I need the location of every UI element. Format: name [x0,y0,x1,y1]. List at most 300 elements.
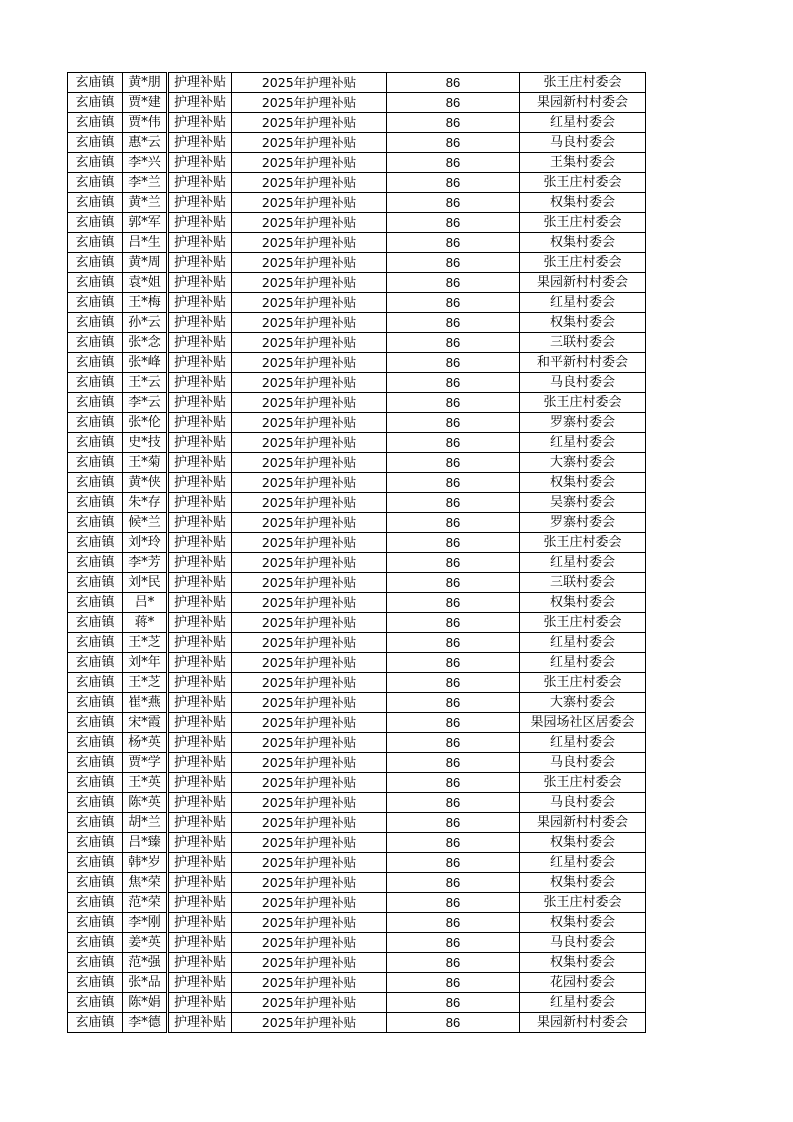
name-cell: 吕*臻 [123,833,167,853]
table-row [68,773,646,793]
amount-cell: 86 [387,613,520,633]
project-cell: 2025年护理补贴 [232,313,387,333]
project-cell: 2025年护理补贴 [232,673,387,693]
name-cell: 李*德 [123,1013,167,1033]
town-cell: 玄庙镇 [68,633,123,653]
table-row [68,933,646,953]
table-row [68,193,646,213]
name-cell: 范*强 [123,953,167,973]
subsidy-type-cell: 护理补贴 [169,313,232,333]
table-row [68,673,646,693]
table-row [68,713,646,733]
project-cell: 2025年护理补贴 [232,553,387,573]
town-cell: 玄庙镇 [68,1013,123,1033]
table-row [68,273,646,293]
village-committee-cell: 大寨村委会 [520,693,646,713]
project-cell: 2025年护理补贴 [232,293,387,313]
project-cell: 2025年护理补贴 [232,913,387,933]
table-row [68,993,646,1013]
village-committee-cell: 马良村委会 [520,933,646,953]
subsidy-type-cell: 护理补贴 [169,593,232,613]
amount-cell: 86 [387,73,520,93]
project-cell: 2025年护理补贴 [232,493,387,513]
table-row [68,213,646,233]
town-cell: 玄庙镇 [68,893,123,913]
project-cell: 2025年护理补贴 [232,613,387,633]
table-row [68,833,646,853]
village-committee-cell: 张王庄村委会 [520,213,646,233]
amount-cell: 86 [387,153,520,173]
amount-cell: 86 [387,493,520,513]
table-row [68,373,646,393]
amount-cell: 86 [387,453,520,473]
town-cell: 玄庙镇 [68,253,123,273]
amount-cell: 86 [387,553,520,573]
project-cell: 2025年护理补贴 [232,593,387,613]
table-row [68,813,646,833]
town-cell: 玄庙镇 [68,933,123,953]
village-committee-cell: 红星村委会 [520,113,646,133]
table-row [68,593,646,613]
village-committee-cell: 张王庄村委会 [520,533,646,553]
village-committee-cell: 马良村委会 [520,133,646,153]
amount-cell: 86 [387,353,520,373]
name-cell: 候*兰 [123,513,167,533]
table-row [68,733,646,753]
table-row [68,73,646,93]
subsidy-type-cell: 护理补贴 [169,493,232,513]
town-cell: 玄庙镇 [68,133,123,153]
village-committee-cell: 罗寨村委会 [520,513,646,533]
name-cell: 朱*存 [123,493,167,513]
subsidy-type-cell: 护理补贴 [169,393,232,413]
village-committee-cell: 张王庄村委会 [520,613,646,633]
project-cell: 2025年护理补贴 [232,773,387,793]
project-cell: 2025年护理补贴 [232,793,387,813]
table-row [68,873,646,893]
project-cell: 2025年护理补贴 [232,373,387,393]
subsidy-type-cell: 护理补贴 [169,873,232,893]
village-committee-cell: 权集村委会 [520,913,646,933]
town-cell: 玄庙镇 [68,533,123,553]
village-committee-cell: 花园村委会 [520,973,646,993]
name-cell: 刘*年 [123,653,167,673]
subsidy-type-cell: 护理补贴 [169,373,232,393]
village-committee-cell: 红星村委会 [520,733,646,753]
project-cell: 2025年护理补贴 [232,133,387,153]
subsidy-type-cell: 护理补贴 [169,113,232,133]
project-cell: 2025年护理补贴 [232,713,387,733]
table-row [68,533,646,553]
amount-cell: 86 [387,113,520,133]
town-cell: 玄庙镇 [68,113,123,133]
amount-cell: 86 [387,913,520,933]
village-committee-cell: 权集村委会 [520,593,646,613]
amount-cell: 86 [387,673,520,693]
subsidy-type-cell: 护理补贴 [169,653,232,673]
town-cell: 玄庙镇 [68,233,123,253]
village-committee-cell: 和平新村村委会 [520,353,646,373]
subsidy-type-cell: 护理补贴 [169,233,232,253]
subsidy-type-cell: 护理补贴 [169,353,232,373]
subsidy-type-cell: 护理补贴 [169,553,232,573]
town-cell: 玄庙镇 [68,593,123,613]
table-row [68,553,646,573]
name-cell: 李*兴 [123,153,167,173]
village-committee-cell: 张王庄村委会 [520,173,646,193]
town-cell: 玄庙镇 [68,673,123,693]
amount-cell: 86 [387,93,520,113]
village-committee-cell: 马良村委会 [520,793,646,813]
village-committee-cell: 张王庄村委会 [520,253,646,273]
subsidy-type-cell: 护理补贴 [169,193,232,213]
name-cell: 蒋* [123,613,167,633]
village-committee-cell: 权集村委会 [520,473,646,493]
project-cell: 2025年护理补贴 [232,413,387,433]
subsidy-type-cell: 护理补贴 [169,633,232,653]
amount-cell: 86 [387,173,520,193]
name-cell: 李*云 [123,393,167,413]
town-cell: 玄庙镇 [68,753,123,773]
subsidy-type-cell: 护理补贴 [169,293,232,313]
amount-cell: 86 [387,953,520,973]
table-row [68,333,646,353]
town-cell: 玄庙镇 [68,693,123,713]
project-cell: 2025年护理补贴 [232,973,387,993]
project-cell: 2025年护理补贴 [232,513,387,533]
amount-cell: 86 [387,273,520,293]
name-cell: 胡*兰 [123,813,167,833]
amount-cell: 86 [387,373,520,393]
table-row [68,853,646,873]
name-cell: 郭*军 [123,213,167,233]
town-cell: 玄庙镇 [68,873,123,893]
project-cell: 2025年护理补贴 [232,353,387,373]
village-committee-cell: 红星村委会 [520,853,646,873]
town-cell: 玄庙镇 [68,653,123,673]
village-committee-cell: 红星村委会 [520,993,646,1013]
table-row [68,913,646,933]
project-cell: 2025年护理补贴 [232,653,387,673]
project-cell: 2025年护理补贴 [232,433,387,453]
amount-cell: 86 [387,193,520,213]
table-row [68,453,646,473]
project-cell: 2025年护理补贴 [232,473,387,493]
village-committee-cell: 权集村委会 [520,233,646,253]
project-cell: 2025年护理补贴 [232,813,387,833]
amount-cell: 86 [387,713,520,733]
subsidy-type-cell: 护理补贴 [169,733,232,753]
subsidy-type-cell: 护理补贴 [169,673,232,693]
town-cell: 玄庙镇 [68,773,123,793]
table-row [68,953,646,973]
table-row [68,93,646,113]
name-cell: 张*念 [123,333,167,353]
town-cell: 玄庙镇 [68,393,123,413]
name-cell: 刘*民 [123,573,167,593]
name-cell: 李*刚 [123,913,167,933]
amount-cell: 86 [387,413,520,433]
table-row [68,433,646,453]
name-cell: 王*梅 [123,293,167,313]
name-cell: 吕* [123,593,167,613]
town-cell: 玄庙镇 [68,413,123,433]
town-cell: 玄庙镇 [68,273,123,293]
table-row [68,513,646,533]
amount-cell: 86 [387,933,520,953]
project-cell: 2025年护理补贴 [232,213,387,233]
subsidy-type-cell: 护理补贴 [169,773,232,793]
amount-cell: 86 [387,753,520,773]
subsidy-type-cell: 护理补贴 [169,333,232,353]
table-row [68,753,646,773]
amount-cell: 86 [387,133,520,153]
village-committee-cell: 张王庄村委会 [520,893,646,913]
project-cell: 2025年护理补贴 [232,333,387,353]
subsidy-type-cell: 护理补贴 [169,253,232,273]
project-cell: 2025年护理补贴 [232,173,387,193]
name-cell: 黄*朋 [123,73,167,93]
amount-cell: 86 [387,233,520,253]
town-cell: 玄庙镇 [68,993,123,1013]
amount-cell: 86 [387,253,520,273]
project-cell: 2025年护理补贴 [232,933,387,953]
village-committee-cell: 张王庄村委会 [520,673,646,693]
town-cell: 玄庙镇 [68,213,123,233]
table-row [68,473,646,493]
subsidy-type-cell: 护理补贴 [169,753,232,773]
amount-cell: 86 [387,313,520,333]
village-committee-cell: 红星村委会 [520,553,646,573]
village-committee-cell: 权集村委会 [520,313,646,333]
amount-cell: 86 [387,973,520,993]
village-committee-cell: 果园场社区居委会 [520,713,646,733]
project-cell: 2025年护理补贴 [232,153,387,173]
subsidy-type-cell: 护理补贴 [169,473,232,493]
subsidy-type-cell: 护理补贴 [169,933,232,953]
village-committee-cell: 马良村委会 [520,753,646,773]
table-row [68,173,646,193]
table-row [68,113,646,133]
town-cell: 玄庙镇 [68,333,123,353]
subsidy-type-cell: 护理补贴 [169,213,232,233]
name-cell: 宋*霞 [123,713,167,733]
town-cell: 玄庙镇 [68,953,123,973]
name-cell: 贾*建 [123,93,167,113]
amount-cell: 86 [387,993,520,1013]
town-cell: 玄庙镇 [68,93,123,113]
town-cell: 玄庙镇 [68,913,123,933]
town-cell: 玄庙镇 [68,313,123,333]
project-cell: 2025年护理补贴 [232,953,387,973]
table-row [68,693,646,713]
amount-cell: 86 [387,853,520,873]
name-cell: 陈*英 [123,793,167,813]
village-committee-cell: 马良村委会 [520,373,646,393]
name-cell: 姜*英 [123,933,167,953]
table-row [68,973,646,993]
name-cell: 范*荣 [123,893,167,913]
village-committee-cell: 果园新村村委会 [520,813,646,833]
subsidy-type-cell: 护理补贴 [169,973,232,993]
name-cell: 李*兰 [123,173,167,193]
name-cell: 黄*侠 [123,473,167,493]
village-committee-cell: 红星村委会 [520,633,646,653]
name-cell: 焦*荣 [123,873,167,893]
subsidy-type-cell: 护理补贴 [169,573,232,593]
village-committee-cell: 张王庄村委会 [520,393,646,413]
village-committee-cell: 三联村委会 [520,573,646,593]
project-cell: 2025年护理补贴 [232,833,387,853]
town-cell: 玄庙镇 [68,513,123,533]
town-cell: 玄庙镇 [68,73,123,93]
town-cell: 玄庙镇 [68,373,123,393]
table-row [68,1013,646,1033]
name-cell: 王*云 [123,373,167,393]
table-row [68,313,646,333]
subsidy-type-cell: 护理补贴 [169,953,232,973]
amount-cell: 86 [387,653,520,673]
village-committee-cell: 王集村委会 [520,153,646,173]
town-cell: 玄庙镇 [68,193,123,213]
amount-cell: 86 [387,593,520,613]
name-cell: 黄*兰 [123,193,167,213]
name-cell: 张*品 [123,973,167,993]
project-cell: 2025年护理补贴 [232,1013,387,1033]
project-cell: 2025年护理补贴 [232,93,387,113]
name-cell: 张*峰 [123,353,167,373]
subsidy-type-cell: 护理补贴 [169,133,232,153]
subsidy-type-cell: 护理补贴 [169,713,232,733]
subsidy-type-cell: 护理补贴 [169,513,232,533]
amount-cell: 86 [387,1013,520,1033]
subsidy-type-cell: 护理补贴 [169,893,232,913]
project-cell: 2025年护理补贴 [232,233,387,253]
town-cell: 玄庙镇 [68,433,123,453]
table-row [68,253,646,273]
village-committee-cell: 大寨村委会 [520,453,646,473]
village-committee-cell: 红星村委会 [520,433,646,453]
town-cell: 玄庙镇 [68,733,123,753]
amount-cell: 86 [387,813,520,833]
village-committee-cell: 张王庄村委会 [520,73,646,93]
village-committee-cell: 果园新村村委会 [520,1013,646,1033]
table-row [68,893,646,913]
village-committee-cell: 权集村委会 [520,833,646,853]
table-row [68,353,646,373]
village-committee-cell: 吴寨村委会 [520,493,646,513]
village-committee-cell: 红星村委会 [520,653,646,673]
amount-cell: 86 [387,513,520,533]
name-cell: 杨*英 [123,733,167,753]
project-cell: 2025年护理补贴 [232,753,387,773]
project-cell: 2025年护理补贴 [232,273,387,293]
subsidy-type-cell: 护理补贴 [169,1013,232,1033]
subsidy-type-cell: 护理补贴 [169,913,232,933]
table-row [68,393,646,413]
project-cell: 2025年护理补贴 [232,253,387,273]
name-cell: 李*芳 [123,553,167,573]
name-cell: 王*芝 [123,673,167,693]
subsidy-type-cell: 护理补贴 [169,413,232,433]
town-cell: 玄庙镇 [68,473,123,493]
subsidy-type-cell: 护理补贴 [169,453,232,473]
name-cell: 史*技 [123,433,167,453]
project-cell: 2025年护理补贴 [232,533,387,553]
table-row [68,233,646,253]
village-committee-cell: 张王庄村委会 [520,773,646,793]
subsidy-type-cell: 护理补贴 [169,813,232,833]
town-cell: 玄庙镇 [68,493,123,513]
amount-cell: 86 [387,833,520,853]
town-cell: 玄庙镇 [68,293,123,313]
amount-cell: 86 [387,433,520,453]
table-row [68,413,646,433]
table-row [68,493,646,513]
town-cell: 玄庙镇 [68,793,123,813]
village-committee-cell: 三联村委会 [520,333,646,353]
table-row [68,153,646,173]
amount-cell: 86 [387,213,520,233]
town-cell: 玄庙镇 [68,153,123,173]
project-cell: 2025年护理补贴 [232,193,387,213]
town-cell: 玄庙镇 [68,573,123,593]
subsidy-type-cell: 护理补贴 [169,993,232,1013]
name-cell: 王*英 [123,773,167,793]
village-committee-cell: 权集村委会 [520,193,646,213]
amount-cell: 86 [387,893,520,913]
name-cell: 王*菊 [123,453,167,473]
amount-cell: 86 [387,573,520,593]
village-committee-cell: 红星村委会 [520,293,646,313]
project-cell: 2025年护理补贴 [232,693,387,713]
village-committee-cell: 权集村委会 [520,953,646,973]
village-committee-cell: 果园新村村委会 [520,273,646,293]
name-cell: 惠*云 [123,133,167,153]
project-cell: 2025年护理补贴 [232,73,387,93]
town-cell: 玄庙镇 [68,833,123,853]
amount-cell: 86 [387,693,520,713]
table-row [68,613,646,633]
name-cell: 吕*生 [123,233,167,253]
subsidy-type-cell: 护理补贴 [169,433,232,453]
subsidy-type-cell: 护理补贴 [169,533,232,553]
amount-cell: 86 [387,773,520,793]
project-cell: 2025年护理补贴 [232,573,387,593]
project-cell: 2025年护理补贴 [232,633,387,653]
table-row [68,133,646,153]
name-cell: 王*芝 [123,633,167,653]
name-cell: 孙*云 [123,313,167,333]
project-cell: 2025年护理补贴 [232,393,387,413]
town-cell: 玄庙镇 [68,853,123,873]
town-cell: 玄庙镇 [68,973,123,993]
amount-cell: 86 [387,333,520,353]
amount-cell: 86 [387,733,520,753]
subsidy-type-cell: 护理补贴 [169,73,232,93]
subsidy-type-cell: 护理补贴 [169,693,232,713]
amount-cell: 86 [387,873,520,893]
subsidy-type-cell: 护理补贴 [169,793,232,813]
subsidy-type-cell: 护理补贴 [169,853,232,873]
amount-cell: 86 [387,793,520,813]
town-cell: 玄庙镇 [68,173,123,193]
name-cell: 张*伦 [123,413,167,433]
name-cell: 陈*娟 [123,993,167,1013]
project-cell: 2025年护理补贴 [232,893,387,913]
subsidy-type-cell: 护理补贴 [169,93,232,113]
table-row [68,633,646,653]
